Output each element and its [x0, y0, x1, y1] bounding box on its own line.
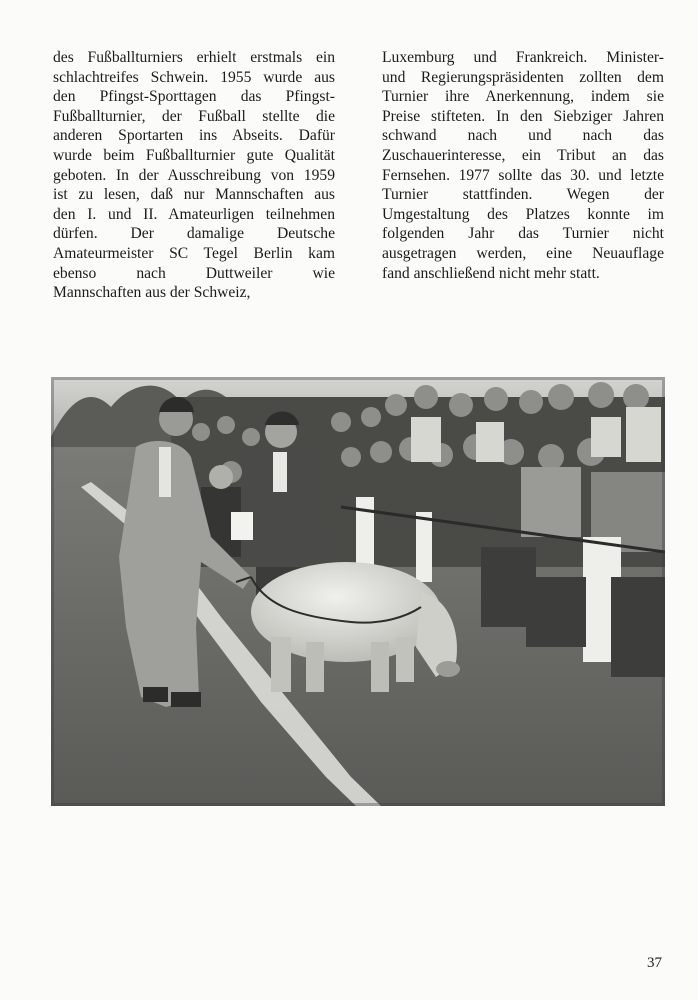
text-line: Luxemburg und Frankreich. Minister- — [382, 49, 664, 66]
text-line: Amateurmeister SC Tegel Berlin kam — [53, 244, 335, 262]
text-line: Mannschaften aus der Schweiz, — [53, 284, 251, 302]
text-column-right — [382, 48, 664, 283]
text-line: Preise stifteten. In den Siebziger Jahren — [382, 107, 664, 125]
photo-pig-handover-crowd — [51, 377, 665, 806]
text-line: schwand nach und nach das — [382, 127, 664, 145]
page-number: 37 — [647, 955, 662, 971]
text-line: den I. und II. Amateurligen teilnehmen — [53, 205, 335, 223]
text-line: Fußballturnier, der Fußball stellte die — [53, 107, 335, 125]
text-line: und Regierungspräsidenten zollten dem — [382, 68, 664, 86]
text-line: ebenso nach Duttweiler wie — [53, 264, 335, 282]
text-line: den Pfingst-Sporttagen das Pfingst- — [53, 88, 335, 106]
text-line: Turnier ihre Anerkennung, indem sie — [382, 88, 664, 106]
text-line: Umgestaltung des Platzes konnte im — [382, 205, 664, 223]
text-line: Fernsehen. 1977 sollte das 30. und letzte — [382, 166, 664, 184]
text-line: schlachtreifes Schwein. 1955 wurde aus — [53, 68, 335, 86]
text-line: folgenden Jahr das Turnier nicht — [382, 225, 664, 243]
text-line: ist zu lesen, daß nur Mannschaften aus — [53, 186, 335, 204]
text-line: Zuschauerinteresse, ein Tribut an das — [382, 146, 664, 164]
text-line: geboten. In der Ausschreibung von 1959 — [53, 166, 335, 184]
text-line: Turnier stattfinden. Wegen der — [382, 186, 664, 204]
text-line: ausgetragen werden, eine Neuauflage — [382, 244, 664, 262]
text-line: wurde beim Fußballturnier gute Qualität — [53, 146, 335, 164]
text-line: des Fußballturniers erhielt erstmals ein — [53, 49, 335, 66]
text-line: fand anschließend nicht mehr statt. — [382, 264, 600, 282]
text-column-left — [53, 48, 335, 303]
text-line: dürfen. Der damalige Deutsche — [53, 225, 335, 243]
photo-illustration — [51, 377, 665, 806]
text-line: anderen Sportarten ins Abseits. Dafür — [53, 127, 335, 145]
